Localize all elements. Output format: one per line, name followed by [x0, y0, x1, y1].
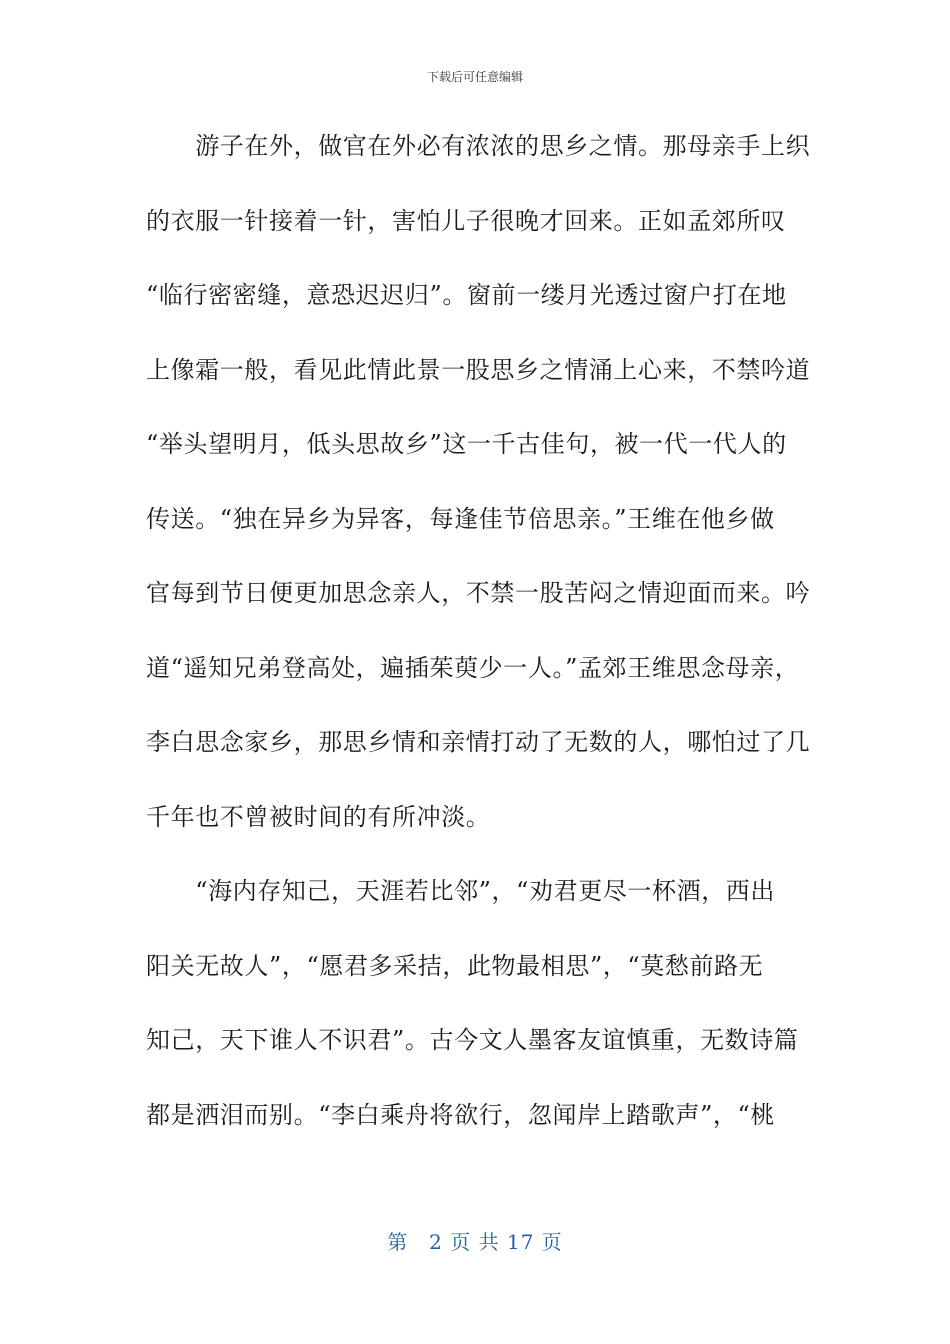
- text-line: 阳关无故人”，“愿君多采拮，此物最相思”，“莫愁前路无: [146, 951, 764, 980]
- text-line: 游子在外，做官在外必有浓浓的思乡之情。那母亲手上织: [146, 132, 811, 160]
- document-body: [146, 128, 811, 1171]
- text-line: 官每到节日便更加思念亲人，不禁一股苦闷之情迎面而来。吟: [146, 579, 811, 607]
- text-line: 李白思念家乡，那思乡情和亲情打动了无数的人，哪怕过了几: [146, 728, 811, 756]
- text-line: 都是洒泪而别。“李白乘舟将欲行，忽闻岸上踏歌声”，“桃: [146, 1100, 776, 1129]
- text-line: 知己，天下谁人不识君”。古今文人墨客友谊慎重，无数诗篇: [146, 1026, 799, 1054]
- text-line: “临行密密缝，意恐迟迟归”。窗前一缕月光透过窗户打在地: [146, 281, 787, 309]
- text-line: 道“遥知兄弟登高处，遍插茱萸少一人。”孟郊王维思念母亲，: [146, 653, 800, 682]
- text-line: 千年也不曾被时间的有所冲淡。: [146, 802, 491, 831]
- text-line: “海内存知己，天涯若比邻”，“劝君更尽一杯酒，西出: [146, 877, 776, 905]
- text-line: 上像霜一般，看见此情此景一股思乡之情涌上心来，不禁吟道: [146, 355, 811, 384]
- page-header: 下载后可任意编辑: [426, 70, 523, 84]
- text-line: 的衣服一针接着一针，害怕儿子很晚才回来。正如孟郊所叹: [146, 206, 786, 235]
- text-line: “举头望明月，低头思故乡”这一千古佳句，被一代一代人的: [146, 430, 787, 458]
- page-number-footer: 第 2 页 共 17 页: [387, 1230, 563, 1254]
- text-line: 传送。“独在异乡为异客，每逢佳节倍思亲。”王维在他乡做: [146, 504, 775, 533]
